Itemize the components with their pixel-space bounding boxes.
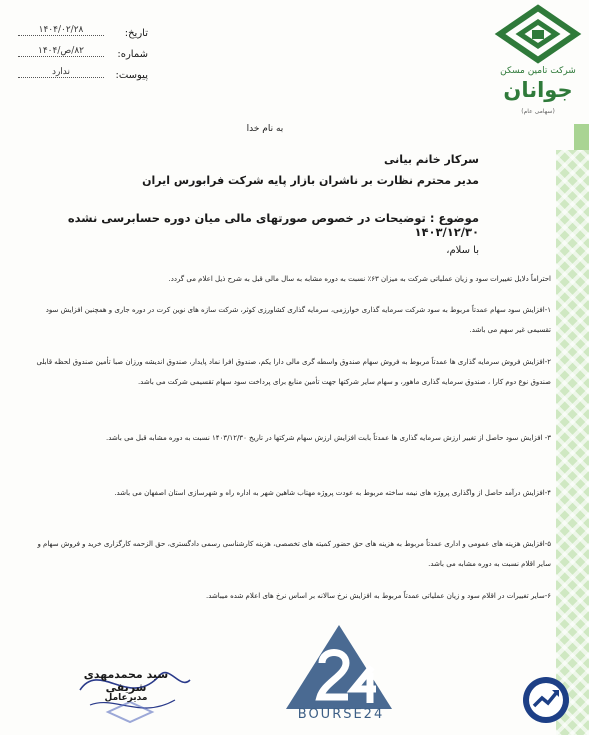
meta-date-value: ۱۴۰۴/۰۲/۲۸: [18, 25, 104, 36]
body-paragraph-6: ۶-سایر تغییرات در اقلام سود و زیان عملیاتی عمدتاً مربوط به افزایش نرخ سالانه بر اساس نرخ های اعلام شده میباشد.: [206, 592, 551, 600]
logo-company-type: (سهامی عام): [521, 108, 555, 115]
body-paragraph-1: ۱-افزایش سود سهام عمدتاً مربوط به سود شرکت سرمایه گذاری خوارزمی، سرمایه گذاری کشاورزی کوثر، شرکت سازه های نوین کرت در دوره جاری و همچنین افزایش سود تقسیمی غیر سهم می باشد.: [45, 306, 551, 334]
greeting: با سلام،: [446, 245, 479, 256]
watermark-text: BOURSE24: [297, 707, 385, 722]
logo-company-line: شرکت تامین مسکن: [500, 66, 576, 76]
body-paragraph-3: ۳- افزایش سود حاصل از تغییر ارزش سرمایه گذاری ها عمدتاً بابت افزایش ارزش سهام شرکتها در تاریخ ۱۴۰۳/۱۲/۳۰ نسبت به دوره مشابه قبل می باشد.: [106, 434, 551, 442]
chart-badge-icon: [521, 675, 571, 725]
letter-subject: موضوع : توضیحات در خصوص صورتهای مالی میان دوره حسابرسی نشده ۱۴۰۳/۱۲/۳۰: [67, 211, 479, 239]
recipient-title: مدیر محترم نظارت بر ناشران بازار پایه شرکت فرابورس ایران: [142, 174, 479, 187]
recipient-name: سرکار خانم بیانی: [383, 153, 479, 166]
signatory-title: مدیرعامل: [104, 693, 148, 703]
logo-brand-name: جوانان: [503, 78, 573, 102]
body-paragraph-2: ۲-افزایش فروش سرمایه گذاری ها عمدتاً مربوط به فروش سهام صندوق واسطه گری مالی دارا یکم، صندوق افرا نماد پایدار، صندوق اندیشه ورزان صبا تأمین صندوق لحظه قابلی صندوق نوع دوم کارا ، صندوق سرمایه گذاری ماهور، و سهام سایر شرکتها جهت تأمین منابع برای پرداخت سود سهام تقسیمی شرکت می باشد.: [36, 358, 551, 386]
body-paragraph-intro: احتراماً دلایل تغییرات سود و زیان عملیاتی شرکت به میزان ۶۳٪ نسبت به دوره مشابه به سال مالی قبل به شرح ذیل اعلام می گردد.: [168, 275, 551, 283]
signatory-name: سید محمدمهدی شریفی: [83, 668, 169, 694]
company-logo: [492, 4, 584, 124]
meta-number-label: شماره:: [117, 49, 148, 60]
decorative-green-band: [556, 150, 589, 735]
logo-mark-icon: [492, 4, 584, 66]
body-paragraph-4: ۴-افزایش درآمد حاصل از واگذاری پروژه های نیمه ساخته مربوط به عودت پروژه مهتاب شاهین شهر به اداره راه و شهرسازی استان اصفهان می باشد.: [114, 489, 551, 497]
body-paragraph-5: ۵-افزایش هزینه های عمومی و اداری عمدتاً مربوط به هزینه های حق حضور کمیته های تخصصی، هزینه کارشناسی رسمی دادگستری، حق الزحمه کارگزاری خرید و فروش سهام و سایر اقلام نسبت به دوره مشابه می باشد.: [37, 540, 551, 568]
letter-meta: [18, 25, 148, 91]
bourse24-watermark-icon: [284, 623, 394, 713]
meta-number-value: ۸۲/ص/۱۴۰۴: [18, 46, 104, 57]
meta-attachment-row: [18, 67, 148, 91]
meta-date-label: تاریخ:: [124, 28, 148, 39]
basmala: به نام خدا: [246, 124, 284, 134]
meta-attachment-label: پیوست:: [115, 70, 148, 81]
meta-attachment-value: ندارد: [18, 67, 104, 78]
